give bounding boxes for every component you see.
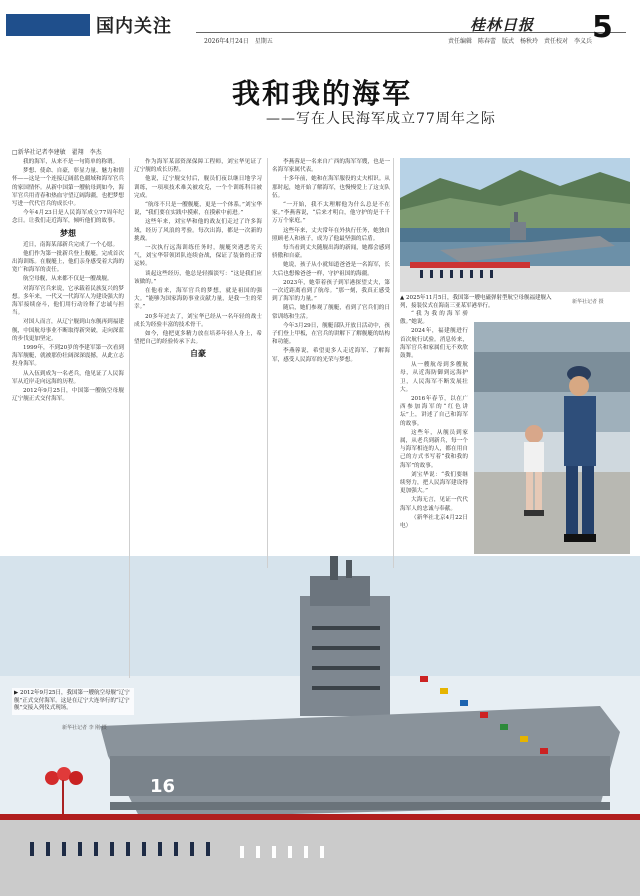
paragraph: 刘宝华说：“我们要继续努力，把人民海军建设得更加强大。” [400,471,468,495]
subtitle-spacer-pride [134,347,262,361]
paragraph: 对海军官兵来说，它承载着民族复兴的梦想。多年来，一代又一代海军人为建设强大的海军接续奋斗，他们用行动诠释了忠诚与担当。 [12,285,124,317]
paragraph: 2012年9月25日，中国第一艘航空母舰辽宁舰正式交付海军。 [12,388,124,403]
credit-carrier-main: 新华社记者 李 刚 摄 [62,725,107,731]
paragraph: 她说，孩子从小就知道爸爸是一名海军，长大后也想像爸爸一样，守护祖国的海疆。 [272,262,390,277]
paragraph: 十多年前，她和在海军服役的丈夫相识。从那时起，她开始了解海军，也慢慢爱上了这支队伍。 [272,176,390,199]
paragraph: 今年3月29日，舰艇部队开放日活动中，孩子们登上甲板，在官兵的讲解下了解舰艇的结构和功能。 [272,322,390,346]
paragraph: “航母不只是一艘舰艇，更是一个体系。”刘宝华说，“我们要在实践中摸索，在摸索中前进。” [134,202,262,217]
paragraph: 作为海军某部资深保障工程师，刘宝华见证了辽宁舰的成长历程。 [134,159,262,174]
issue-date: 2026年4月24日 星期五 [204,38,273,45]
article-headline: 我和我的海军 [232,77,413,110]
carrier-port-image [400,158,630,292]
article-column-1 [12,158,124,676]
paragraph: 一次执行远海训练任务时，舰艇突遇恶劣天气，刘宝华带领团队连续奋战，保证了装备的正常运转。 [134,245,262,268]
paragraph: 2016年春节，以在广西参加海军的“红色讲坛”上，讲述了自己和海军的故事。 [400,396,468,427]
credit-carrier-port: 新华社记者 摄 [572,299,604,305]
article-byline: □新华社记者李建敏 翟翔 李杰 [12,149,102,156]
page-header [0,0,640,46]
paragraph: 梦想、使命、自豪，彰显力量、魅力和情怀——这是一个连接辽阔蓝色疆域和海军官兵的家国情怀。从新中国第一艘航母到如今，海军官兵用青春和热血守望辽阔海疆，也把梦想写进一代代官兵的成长中。 [12,168,124,208]
article-subheadline: ——写在人民海军成立77周年之际 [266,111,496,127]
paragraph: 这些年来，刘宝华和他的战友们走过了许多海域，经历了风浪的考验。每次出海，都是一次新的挑战。 [134,219,262,242]
article-column-2 [134,158,262,568]
paragraph: 20多年过去了，刘宝华已经从一名年轻的战士成长为经验丰富的技术骨干。 [134,313,262,328]
paragraph: “一开始，我不太理解他为什么总是不在家。”李燕蓉说，“后来才明白，他守护的是千千万万个家庭。” [272,202,390,225]
byline-text: 新华社记者李建敏 翟翔 李杰 [17,149,102,156]
paragraph: “我为我的海军骄傲。”她说。 [400,311,468,326]
paragraph: 谈起这些经历，他总是轻描淡写：“这是我们应该做的。” [134,270,262,285]
column-rule-3 [393,158,394,568]
paragraph: 我的海军，从来不是一句简单的称谓。 [23,159,119,165]
sailor-family-image [474,322,630,554]
newspaper-logo: 桂林日报 [470,16,535,34]
column-rule-1 [129,158,130,678]
paragraph: 大海无言，见证一代代海军人的忠诚与奉献。 [400,497,468,512]
section-title: 国内关注 [96,16,172,37]
article-column-3 [272,158,390,568]
dateline: （新华社北京4月22日电） [400,514,468,530]
subtitle-spacer-dream [12,227,124,241]
paragraph: 随后，她们参观了舰艇，看到了官兵们的日常训练和生活。 [272,305,390,320]
paragraph: 航空母舰，从来都不仅是一艘战舰。 [23,276,113,283]
paragraph: 在他看来，海军官兵的梦想，就是祖国的强大。“能够为国家海防事业贡献力量，是我一生的荣幸。” [134,288,262,311]
paragraph: 李燕蓉是一名来自广西的海军军嫂，也是一名海军家属代表。 [272,159,390,174]
paragraph: 今年4月23日是人民海军成立77周年纪念日。让我们走近海军，倾听他们的故事。 [12,210,124,225]
paragraph: 每当看到丈夫随舰出海的新闻，她都会感到骄傲和自豪。 [272,245,390,260]
paragraph: 2023年，她带着孩子到军港探望丈夫，第一次近距离看到了航母。“那一刻，我真正感受到了海军的力量。” [272,279,390,303]
section-tag-bar [6,14,90,36]
caption-carrier-port: ▲ 2025年11月5日，我国第一艘电磁弹射型航空母舰福建舰入列，接装仪式在海南三亚某军港举行。 [400,295,552,309]
paragraph: 从入伍到成为一名老兵，他见证了人民海军从近岸走向远海的历程。 [12,370,124,385]
header-divider [196,32,626,33]
column-rule-2 [267,158,268,568]
paragraph: 他说，辽宁舰交付后，舰员们夜以继日地学习训练，一项项技术难关被攻克，一个个训练科目被完成。 [134,176,262,199]
subtitle-dream: 梦想 [60,227,76,238]
paragraph: 对国人而言，从辽宁舰到山东舰再到福建舰，中国航母事业不断取得新突破，走向深蓝的步伐更加坚定。 [12,319,124,342]
paragraph: 近日，南海某部新兵完成了一个心愿。 [23,241,119,248]
paragraph: 从一艘航母到多艘航母，从近海防御到远海护卫，人民海军不断发展壮大。 [400,362,468,393]
paragraph: 2024年，福建舰进行首次航行试验。消息传来，海军官兵和家属们无不欢欣鼓舞。 [400,328,468,360]
paragraph: 1999年，不到20岁的李建军第一次看到海军舰艇，就被那份壮阔深深震撼，从此立志投身海军。 [12,345,124,368]
paragraph: 这些年来，丈夫常年在外执行任务，她独自照顾老人和孩子，成为了他最坚强的后盾。 [272,227,390,242]
photo-sailor-family [474,322,630,554]
editor-credits: 责任编辑 陈春蕾 版式 杨秋玲 责任校对 李义兵 [448,38,593,45]
paragraph: 这些年，从舰员到家属，从老兵到新兵，每一个与海军相连的人，都在用自己的方式书写着“我和我的海军”的故事。 [400,429,468,469]
caption-carrier-main: ▶ 2012年9月25日，我国第一艘航空母舰“辽宁舰”正式交付海军。这是在辽宁大连举行的“辽宁舰”交接入列仪式现场。 [12,688,134,715]
paragraph: 如今，他把更多精力放在培养年轻人身上，希望把自己的经验传承下去。 [134,331,262,346]
subtitle-pride: 自豪 [190,348,206,359]
article-column-5 [400,310,468,556]
page-number: 5 [592,10,613,45]
photo-carrier-port [400,158,630,292]
paragraph: 他们作为第一批新兵登上舰艇，完成首次出海训练。在舰艇上，他们亲身感受着大海的宽广和海军的责任。 [12,250,124,274]
paragraph: 李燕蓉说，希望更多人走近海军、了解海军，感受人民海军的光荣与梦想。 [272,348,390,363]
hull-number: 16 [150,776,176,797]
